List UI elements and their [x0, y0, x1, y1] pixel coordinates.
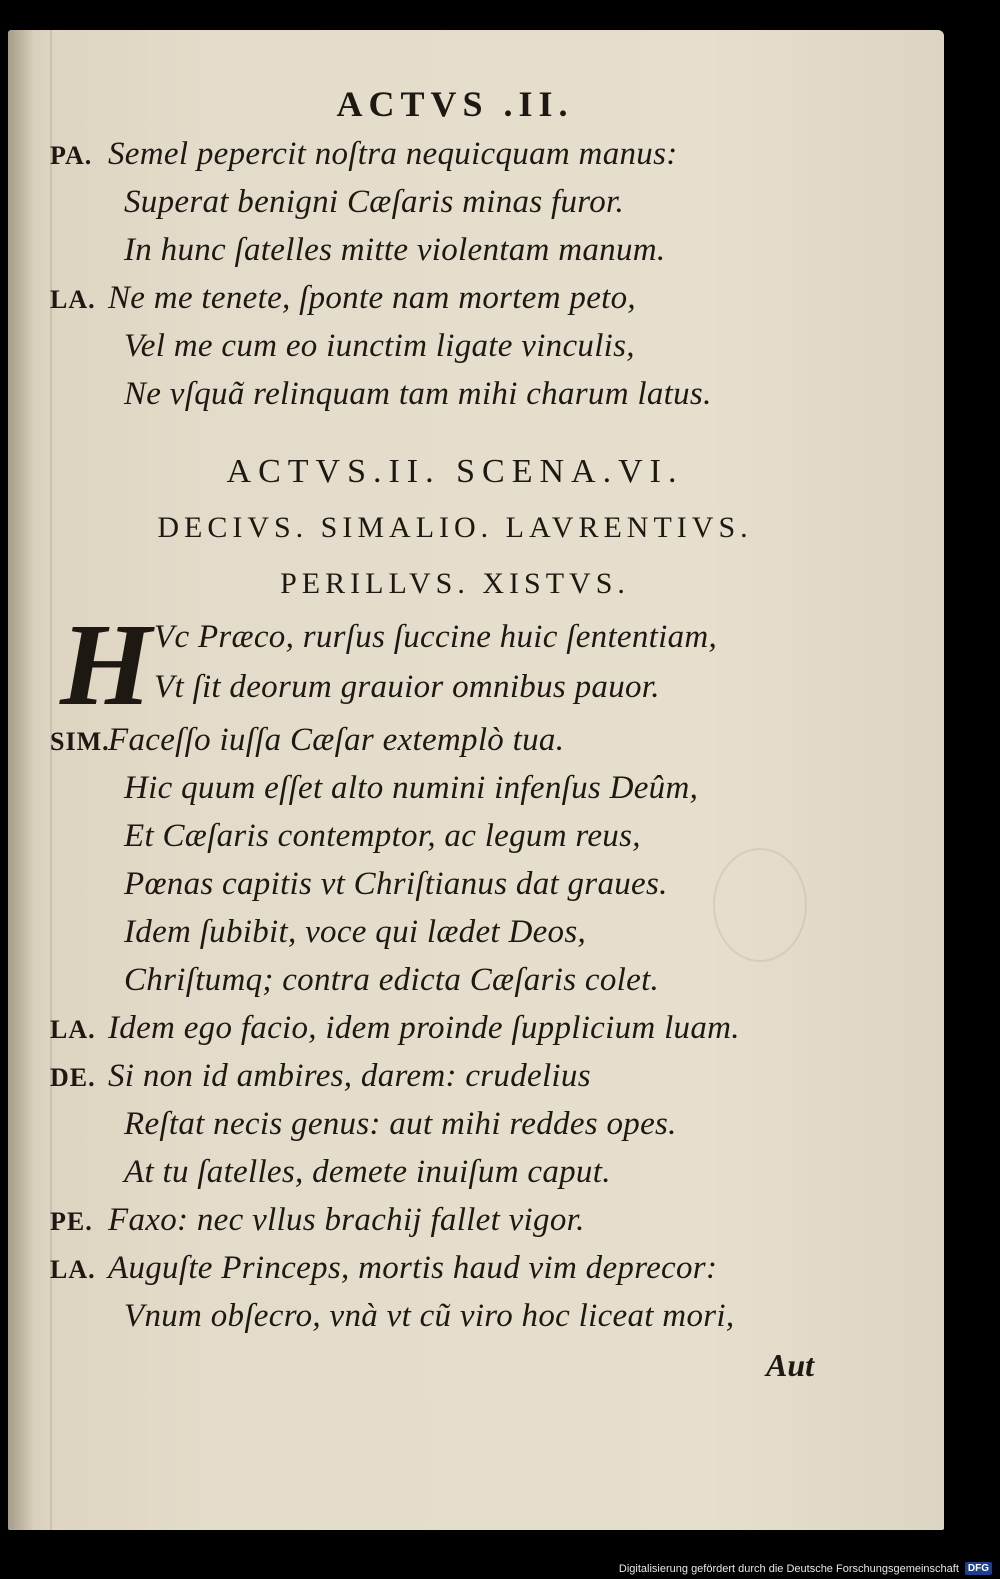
- verse-text: At tu ſatelles, demete inuiſum caput.: [124, 1154, 611, 1190]
- page-edge-shadow: [8, 30, 34, 1530]
- speaker-label: LA.: [50, 285, 96, 314]
- verse-text: Et Cæſaris contemptor, ac legum reus,: [124, 818, 641, 854]
- drop-cap-initial: H: [60, 599, 152, 730]
- credit-text: Digitalisierung gefördert durch die Deutsche Forschungsgemeinschaft: [618, 1562, 959, 1575]
- verse-text: Ne me tenete, ſponte nam mortem peto,: [108, 280, 636, 316]
- verse-text: Chriſtumq; contra edicta Cæſaris colet.: [124, 962, 660, 998]
- speaker-label: SIM.: [50, 727, 110, 756]
- verse-line: [50, 322, 820, 370]
- verse-text: Hic quum eſſet alto numini infenſus Deûm,: [124, 770, 699, 806]
- verse-line: [50, 764, 820, 812]
- speaker-label: PE.: [50, 1207, 93, 1236]
- verse-text: Reſtat necis genus: aut mihi reddes opes.: [124, 1106, 677, 1142]
- verse-line: [50, 370, 820, 418]
- verse-line: [50, 178, 820, 226]
- verse-line: [50, 1052, 820, 1100]
- verse-text: Superat benigni Cæſaris minas furor.: [124, 184, 625, 220]
- verse-line: [50, 1004, 820, 1052]
- verse-text: Auguſte Princeps, mortis haud vim deprecor:: [108, 1250, 718, 1286]
- verse-line: [154, 662, 717, 712]
- book-page: [8, 30, 944, 1530]
- initial-lines: [154, 612, 717, 712]
- dramatis-personae-line: PERILLVS. XISTVS.: [280, 567, 630, 600]
- dramatis-personae-line: DECIVS. SIMALIO. LAVRENTIVS.: [157, 511, 753, 544]
- speaker-label: LA.: [50, 1015, 96, 1044]
- verse-text: Ne vſquã relinquam tam mihi charum latus.: [124, 376, 712, 412]
- verse-block-bottom: [50, 716, 820, 1340]
- speaker-label: LA.: [50, 1255, 96, 1284]
- verse-line: [50, 908, 820, 956]
- verse-text: Idem ego facio, idem proinde ſupplicium luam.: [108, 1010, 740, 1046]
- verse-text: Semel pepercit noſtra nequicquam manus:: [108, 136, 678, 172]
- speaker-label: PA.: [50, 141, 93, 170]
- speaker-label: DE.: [50, 1063, 96, 1092]
- verse-text: Vc Præco, rurſus ſuccine huic ſententiam,: [154, 619, 718, 655]
- verse-line: [50, 860, 820, 908]
- verse-line: [50, 1292, 820, 1340]
- verse-line: [50, 1196, 820, 1244]
- verse-line: [50, 226, 820, 274]
- verse-block-top: [50, 130, 820, 418]
- verse-text: Faceſſo iuſſa Cæſar extemplò tua.: [108, 722, 565, 758]
- verse-text: Vel me cum eo iunctim ligate vinculis,: [124, 328, 635, 364]
- scene-title: ACTVS.II. SCENA.VI.: [226, 453, 684, 490]
- verse-line: [50, 1148, 820, 1196]
- verse-text: Vt ſit deorum grauior omnibus pauor.: [154, 669, 660, 705]
- verse-line: [50, 812, 820, 860]
- verse-line: [50, 130, 820, 178]
- dfg-logo-icon: DFG: [965, 1562, 992, 1575]
- verse-text: Pœnas capitis vt Chriſtianus dat graues.: [124, 866, 668, 902]
- verse-line: [50, 716, 820, 764]
- running-head: ACTVS .II.: [336, 84, 574, 124]
- verse-text: In hunc ſatelles mitte violentam manum.: [124, 232, 666, 268]
- verse-text: Idem ſubibit, voce qui lædet Deos,: [124, 914, 587, 950]
- verse-text: Si non id ambires, darem: crudelius: [108, 1058, 591, 1094]
- verse-text: Vnum obſecro, vnà vt cũ viro hoc liceat mori,: [124, 1298, 735, 1334]
- page-text: [50, 78, 820, 1390]
- digitization-credit: [619, 1562, 992, 1575]
- catchword: Aut: [765, 1347, 814, 1383]
- verse-line: [50, 956, 820, 1004]
- verse-line: [50, 274, 820, 322]
- verse-line: [50, 1244, 820, 1292]
- initial-block: [50, 599, 820, 730]
- verse-line: [154, 612, 717, 662]
- verse-text: Faxo: nec vllus brachij fallet vigor.: [108, 1202, 585, 1238]
- verse-line: [50, 1100, 820, 1148]
- section-gap: [50, 418, 820, 444]
